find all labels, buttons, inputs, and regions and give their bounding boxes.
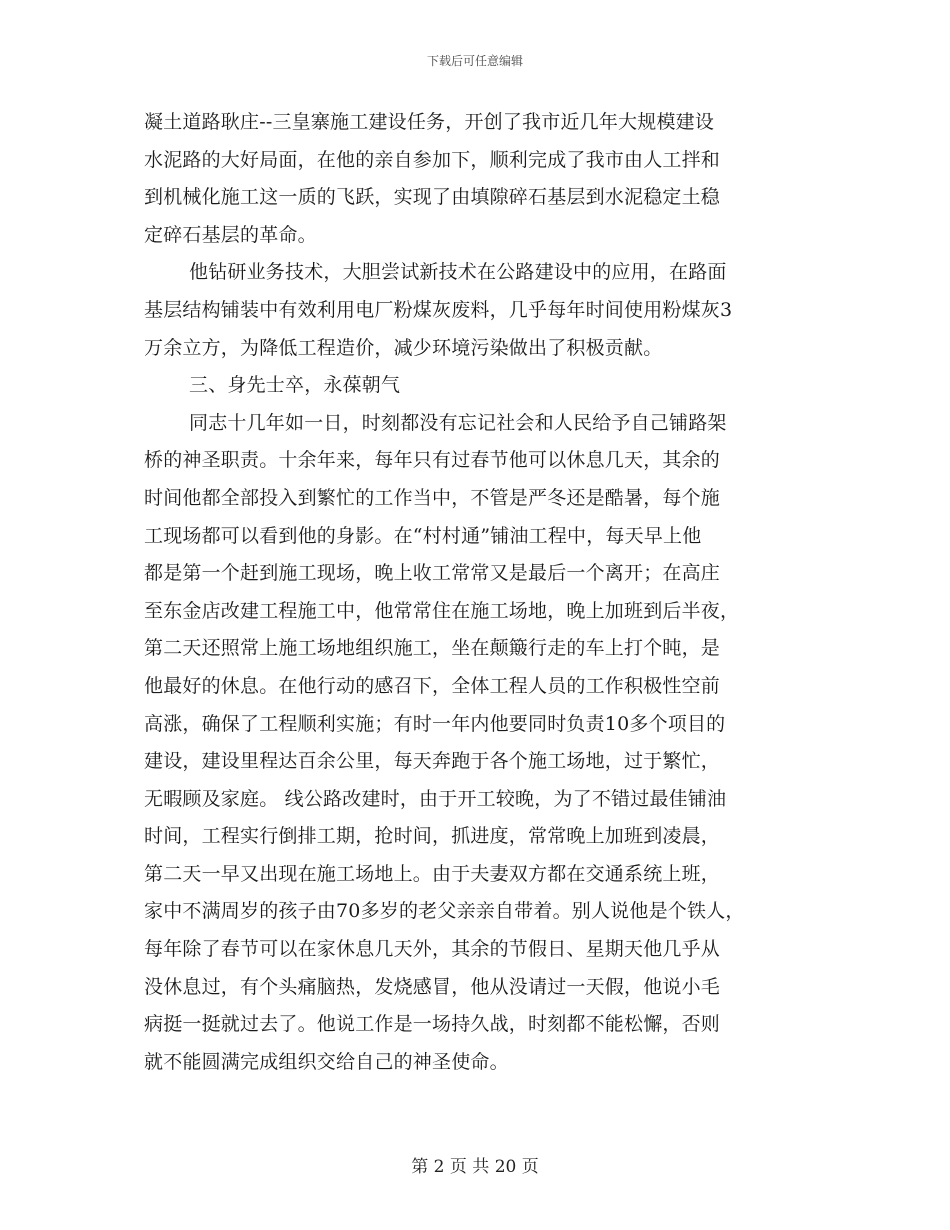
text-line: 定碎石基层的革命。 [144,223,317,246]
text-line: 桥的神圣职责。十余年来，每年只有过春节他可以休息几天，其余的 [144,449,721,472]
text-line: 同志十几年如一日，时刻都没有忘记社会和人民给予自己铺路架 [189,411,727,434]
text-line: 都是第一个赶到施工现场，晚上收工常常又是最后一个离开；在高庄 [144,562,721,585]
text-line: 建设，建设里程达百余公里，每天奔跑于各个施工场地，过于繁忙， [144,750,721,773]
text-line: 时间他都全部投入到繁忙的工作当中，不管是严冬还是酷暑，每个施 [144,486,721,509]
text-line: 就不能圆满完成组织交给自己的神圣使命。 [144,1050,509,1073]
text-line: 没休息过，有个头痛脑热，发烧感冒，他从没请过一天假，他说小毛 [144,975,721,998]
text-line: 基层结构铺装中有效利用电厂粉煤灰废料，几乎每年时间使用粉煤灰3 [144,298,733,321]
text-line: 时间，工程实行倒排工期，抢时间，抓进度，常常晚上加班到凌晨， [144,825,721,848]
text-line: 每年除了春节可以在家休息几天外，其余的节假日、星期天他几乎从 [144,938,721,961]
text-line: 他钻研业务技术，大胆尝试新技术在公路建设中的应用，在路面 [189,261,727,284]
text-line: 第二天还照常上施工场地组织施工，坐在颠簸行走的车上打个盹，是 [144,637,721,660]
text-line: 水泥路的大好局面，在他的亲自参加下，顺利完成了我市由人工拌和 [144,148,721,171]
text-line: 他最好的休息。在他行动的感召下，全体工程人员的工作积极性空前 [144,674,721,697]
text-line: 家中不满周岁的孩子由70多岁的老父亲亲自带着。别人说他是个铁人， [144,900,745,923]
document-body [144,104,824,1081]
text-line: 第二天一早又出现在施工场地上。由于夫妻双方都在交通系统上班， [144,862,721,885]
text-line: 至东金店改建工程施工中，他常常住在施工场地，晚上加班到后半夜， [144,599,740,622]
text-line: 三、身先士卒，永葆朝气 [189,374,401,397]
page-header-note: 下载后可任意编辑 [426,54,523,68]
text-line: 工现场都可以看到他的身影。在“村村通”铺油工程中，每天早上他 [144,524,702,547]
text-line: 到机械化施工这一质的飞跃，实现了由填隙碎石基层到水泥稳定土稳 [144,186,721,209]
text-line: 病挺一挺就过去了。他说工作是一场持久战，时刻都不能松懈，否则 [144,1013,721,1036]
text-line: 万余立方，为降低工程造价，减少环境污染做出了积极贡献。 [144,336,663,359]
text-line: 高涨，确保了工程顺利实施；有时一年内他要同时负责10多个项目的 [144,712,726,735]
page-footer: 第 2 页 共 20 页 [411,1157,539,1177]
text-line: 无暇顾及家庭。 线公路改建时，由于开工较晚，为了不错过最佳铺油 [144,787,727,810]
text-line: 凝土道路耿庄--三皇寨施工建设任务，开创了我市近几年大规模建设 [144,111,715,133]
